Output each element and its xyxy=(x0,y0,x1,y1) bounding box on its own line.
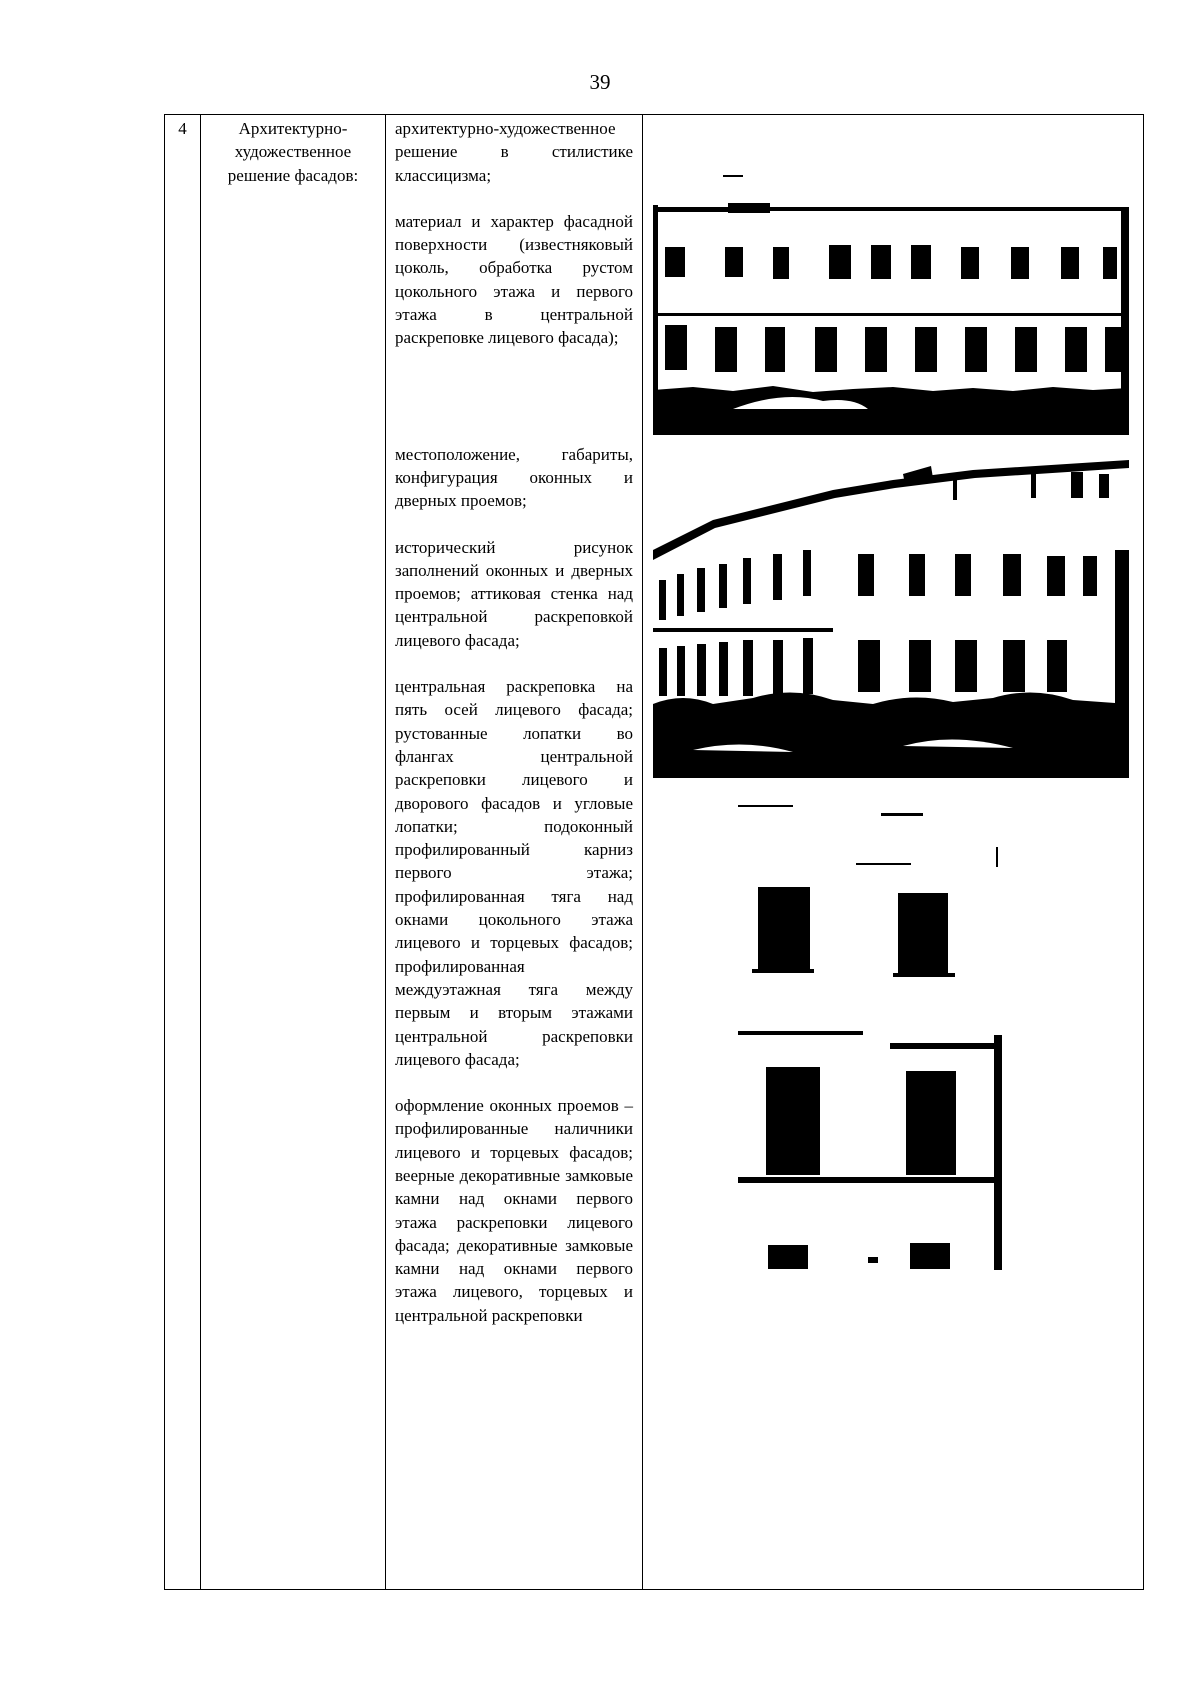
facade-photo-1 xyxy=(653,175,1129,435)
description-paragraph: местоположение, габариты, конфигурация оконных и дверных проемов; xyxy=(395,444,633,511)
row-title: Архитектурно-художественное решение фасадов: xyxy=(201,115,386,1590)
monument-subject-table xyxy=(164,114,1144,1590)
row-description xyxy=(386,115,643,1590)
row-images xyxy=(643,115,1144,1590)
facade-photo-3 xyxy=(738,805,1008,1270)
page-number: 39 xyxy=(589,70,611,94)
description-paragraph: центральная раскреповка на пять осей лицевого фасада; рустованные лопатки во флангах центральной раскреповки лицевого и дворового фасадов и угловые лопатки; подоконный профилированный карниз первого этажа; профилированная тяга над окнами цокольного этажа лицевого и торцевых фасадов; профилированная междуэтажная тяга между первым и вторым этажами центральной раскреповки лицевого фасада; xyxy=(395,677,633,1069)
row-number: 4 xyxy=(165,115,201,1590)
description-paragraph: оформление оконных проемов – профилированные наличники лицевого и торцевых фасадов; веерные декоративные замковые камни над окнами первого этажа раскреповки лицевого фасада; декоративные замковые камни над окнами первого этажа лицевого, торцевых и центральной раскреповки xyxy=(395,1096,633,1325)
description-paragraph: материал и характер фасадной поверхности (известняковый цоколь, обработка рустом цокольного этажа и первого этажа в центральной раскреповке лицевого фасада); xyxy=(395,211,633,348)
description-paragraph: архитектурно-художественное решение в стилистике классицизма; xyxy=(395,119,633,185)
facade-photo-2 xyxy=(653,460,1129,778)
description-paragraph: исторический рисунок заполнений оконных и дверных проемов; аттиковая стенка над центральной раскреповкой лицевого фасада; xyxy=(395,537,633,650)
table-row xyxy=(165,115,1144,1590)
